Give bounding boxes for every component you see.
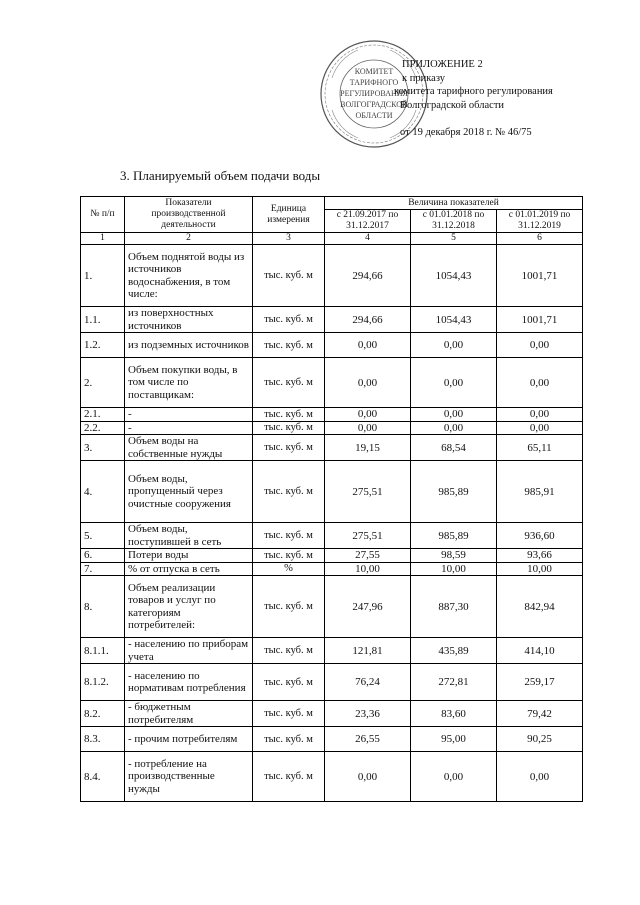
row-value-2019: 842,94 [497, 576, 583, 638]
table-row [81, 358, 583, 408]
row-number: 2.1. [81, 408, 125, 422]
row-value-2018: 985,89 [411, 461, 497, 523]
row-value-2017: 294,66 [325, 307, 411, 333]
row-number: 6. [81, 549, 125, 563]
row-indicator-name: - [125, 408, 253, 422]
water-supply-table [80, 196, 583, 802]
row-value-2019: 0,00 [497, 358, 583, 408]
row-unit: тыс. куб. м [253, 701, 325, 727]
row-indicator-name: из подземных источников [125, 333, 253, 358]
header-period-1: с 21.09.2017 по 31.12.2017 [325, 210, 411, 233]
row-number: 1. [81, 245, 125, 307]
appendix-committee: комитета тарифного регулирования [394, 86, 553, 97]
row-value-2019: 936,60 [497, 523, 583, 549]
row-number: 5. [81, 523, 125, 549]
row-value-2018: 0,00 [411, 408, 497, 422]
row-unit: тыс. куб. м [253, 358, 325, 408]
row-number: 8. [81, 576, 125, 638]
row-indicator-name: - населению по приборам учета [125, 638, 253, 664]
section-title: 3. Планируемый объем подачи воды [120, 168, 321, 183]
row-indicator-name: Объем воды на собственные нужды [125, 435, 253, 461]
index-row [81, 233, 583, 245]
row-value-2017: 275,51 [325, 523, 411, 549]
row-indicator-name: Объем реализации товаров и услуг по категориям потребителей: [125, 576, 253, 638]
row-value-2019: 0,00 [497, 408, 583, 422]
row-value-2017: 121,81 [325, 638, 411, 664]
row-indicator-name: Объем поднятой воды из источников водоснабжения, в том числе: [125, 245, 253, 307]
row-value-2018: 0,00 [411, 358, 497, 408]
table-row [81, 562, 583, 576]
row-value-2018: 1054,43 [411, 245, 497, 307]
row-value-2017: 275,51 [325, 461, 411, 523]
row-value-2019: 1001,71 [497, 307, 583, 333]
row-number: 1.1. [81, 307, 125, 333]
row-value-2019: 79,42 [497, 701, 583, 727]
row-value-2017: 0,00 [325, 408, 411, 422]
table-row [81, 727, 583, 752]
row-value-2019: 93,66 [497, 549, 583, 563]
row-unit: % [253, 562, 325, 576]
row-value-2018: 98,59 [411, 549, 497, 563]
row-value-2017: 0,00 [325, 752, 411, 802]
row-value-2017: 10,00 [325, 562, 411, 576]
row-unit: тыс. куб. м [253, 727, 325, 752]
index-cell: 3 [253, 233, 325, 245]
row-value-2018: 0,00 [411, 752, 497, 802]
table-row [81, 752, 583, 802]
row-value-2019: 90,25 [497, 727, 583, 752]
row-value-2018: 272,81 [411, 664, 497, 701]
row-value-2019: 0,00 [497, 752, 583, 802]
row-value-2017: 0,00 [325, 333, 411, 358]
row-indicator-name: - населению по нормативам потребления [125, 664, 253, 701]
row-number: 2.2. [81, 421, 125, 435]
row-value-2019: 1001,71 [497, 245, 583, 307]
row-value-2018: 0,00 [411, 421, 497, 435]
stamp-text-1: КОМИТЕТ [354, 67, 394, 76]
row-value-2018: 10,00 [411, 562, 497, 576]
row-value-2017: 23,36 [325, 701, 411, 727]
row-indicator-name: - [125, 421, 253, 435]
table-row [81, 576, 583, 638]
stamp-text-5: ОБЛАСТИ [355, 111, 393, 120]
row-value-2017: 247,96 [325, 576, 411, 638]
row-value-2018: 0,00 [411, 333, 497, 358]
table-row [81, 307, 583, 333]
row-unit: тыс. куб. м [253, 664, 325, 701]
row-value-2018: 95,00 [411, 727, 497, 752]
row-value-2018: 985,89 [411, 523, 497, 549]
stamp-text-4: ВОЛГОГРАДСКОЙ [340, 100, 408, 109]
index-cell: 2 [125, 233, 253, 245]
row-value-2017: 27,55 [325, 549, 411, 563]
table-row [81, 421, 583, 435]
row-number: 7. [81, 562, 125, 576]
table-row [81, 435, 583, 461]
header-unit: Единица измерения [253, 197, 325, 233]
table-row [81, 408, 583, 422]
appendix-title: ПРИЛОЖЕНИЕ 2 [402, 59, 483, 70]
row-value-2017: 76,24 [325, 664, 411, 701]
table-row [81, 549, 583, 563]
row-value-2019: 65,11 [497, 435, 583, 461]
row-unit: тыс. куб. м [253, 638, 325, 664]
header-values-group: Величина показателей [325, 197, 583, 210]
row-value-2019: 10,00 [497, 562, 583, 576]
row-unit: тыс. куб. м [253, 523, 325, 549]
row-value-2019: 259,17 [497, 664, 583, 701]
table-row [81, 333, 583, 358]
row-value-2018: 83,60 [411, 701, 497, 727]
row-value-2018: 1054,43 [411, 307, 497, 333]
row-indicator-name: из поверхностных источников [125, 307, 253, 333]
row-number: 8.1.2. [81, 664, 125, 701]
row-unit: тыс. куб. м [253, 549, 325, 563]
index-cell: 4 [325, 233, 411, 245]
header-period-3: с 01.01.2019 по 31.12.2019 [497, 210, 583, 233]
table-row [81, 461, 583, 523]
row-value-2017: 294,66 [325, 245, 411, 307]
table-row [81, 701, 583, 727]
header-no: № п/п [81, 197, 125, 233]
appendix-region: Волгоградской области [400, 99, 505, 111]
row-unit: тыс. куб. м [253, 245, 325, 307]
row-value-2018: 887,30 [411, 576, 497, 638]
row-value-2019: 0,00 [497, 421, 583, 435]
index-cell: 6 [497, 233, 583, 245]
table-row [81, 664, 583, 701]
row-number: 8.4. [81, 752, 125, 802]
table-row [81, 245, 583, 307]
row-value-2018: 68,54 [411, 435, 497, 461]
row-unit: тыс. куб. м [253, 435, 325, 461]
row-value-2017: 26,55 [325, 727, 411, 752]
table-row [81, 523, 583, 549]
header-name: Показатели производственной деятельности [125, 197, 253, 233]
index-cell: 5 [411, 233, 497, 245]
row-number: 8.3. [81, 727, 125, 752]
row-unit: тыс. куб. м [253, 307, 325, 333]
row-unit: тыс. куб. м [253, 408, 325, 422]
row-indicator-name: Объем воды, пропущенный через очистные сооружения [125, 461, 253, 523]
row-value-2017: 0,00 [325, 358, 411, 408]
appendix-header [394, 58, 622, 140]
row-value-2019: 0,00 [497, 333, 583, 358]
table-row [81, 638, 583, 664]
row-number: 8.2. [81, 701, 125, 727]
row-indicator-name: - потребление на производственные нужды [125, 752, 253, 802]
header-period-2: с 01.01.2018 по 31.12.2018 [411, 210, 497, 233]
row-number: 3. [81, 435, 125, 461]
index-cell: 1 [81, 233, 125, 245]
row-indicator-name: - бюджетным потребителям [125, 701, 253, 727]
row-indicator-name: % от отпуска в сеть [125, 562, 253, 576]
row-number: 2. [81, 358, 125, 408]
row-value-2017: 0,00 [325, 421, 411, 435]
row-value-2019: 985,91 [497, 461, 583, 523]
row-indicator-name: - прочим потребителям [125, 727, 253, 752]
row-indicator-name: Объем покупки воды, в том числе по поставщикам: [125, 358, 253, 408]
row-number: 1.2. [81, 333, 125, 358]
row-value-2018: 435,89 [411, 638, 497, 664]
stamp-text-3: РЕГУЛИРОВАНИЯ [340, 89, 408, 98]
row-number: 8.1.1. [81, 638, 125, 664]
row-number: 4. [81, 461, 125, 523]
row-unit: тыс. куб. м [253, 461, 325, 523]
appendix-order-ref: к приказу [402, 72, 445, 84]
appendix-date: от 19 декабря 2018 г. № 46/75 [400, 127, 532, 138]
row-unit: тыс. куб. м [253, 333, 325, 358]
row-value-2019: 414,10 [497, 638, 583, 664]
row-unit: тыс. куб. м [253, 421, 325, 435]
row-indicator-name: Объем воды, поступившей в сеть [125, 523, 253, 549]
row-value-2017: 19,15 [325, 435, 411, 461]
row-unit: тыс. куб. м [253, 752, 325, 802]
row-indicator-name: Потери воды [125, 549, 253, 563]
stamp-text-2: ТАРИФНОГО [349, 78, 399, 87]
row-unit: тыс. куб. м [253, 576, 325, 638]
